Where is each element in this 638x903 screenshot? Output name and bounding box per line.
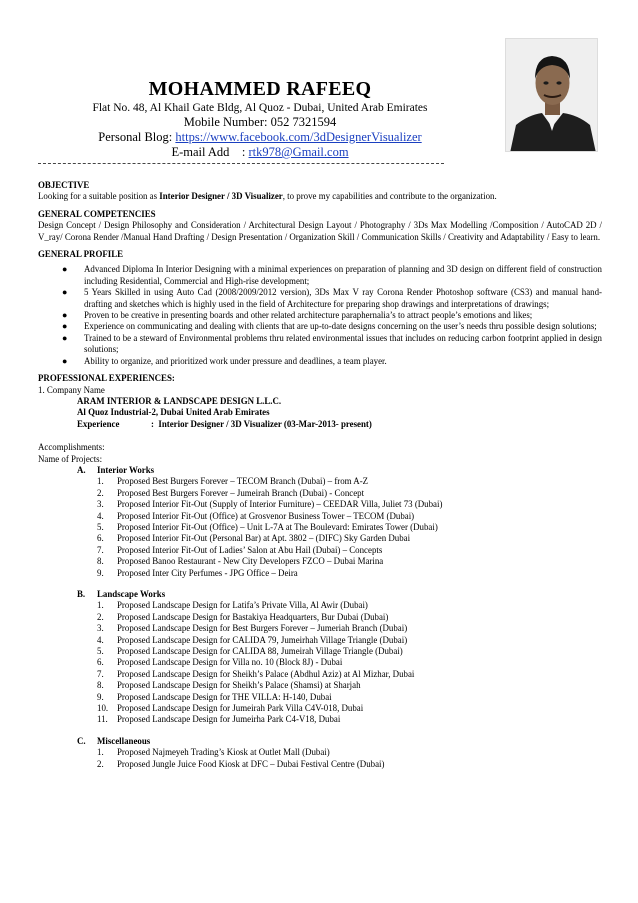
project-category bbox=[38, 465, 602, 579]
profile-item bbox=[38, 310, 602, 321]
project-text: Proposed Landscape Design for Best Burgers Forever – Jumeriah Branch (Dubai) bbox=[117, 623, 408, 634]
objective-role: Interior Designer / 3D Visualizer bbox=[159, 191, 283, 202]
project-item bbox=[38, 623, 602, 634]
project-item bbox=[38, 747, 602, 758]
project-text: Proposed Landscape Design for Villa no. 10 (Block 8J) - Dubai bbox=[117, 657, 343, 668]
category-heading bbox=[38, 465, 602, 476]
company-address: Al Quoz Industrial-2, Dubai United Arab Emirates bbox=[77, 407, 270, 418]
project-text: Proposed Interior Fit-Out (Personal Bar) at Apt. 3802 – (DIFC) Sky Garden Dubai bbox=[117, 533, 411, 544]
category-name: Landscape Works bbox=[97, 589, 166, 599]
bullet-icon: ● bbox=[62, 332, 68, 343]
bullet-icon: ● bbox=[62, 310, 68, 321]
project-number: 1. bbox=[97, 600, 104, 611]
project-number: 7. bbox=[97, 668, 104, 679]
project-item bbox=[38, 703, 602, 714]
profile-item-text: Trained to be a steward of Environmental problems thru related environmental issues that includes on reducing carbon footprint applied in design solutions; bbox=[84, 332, 602, 355]
objective-text bbox=[38, 191, 602, 202]
competencies-title: GENERAL COMPETENCIES bbox=[38, 208, 156, 219]
project-text: Proposed Landscape Design for CALIDA 88, Jumeirah Village Triangle (Dubai) bbox=[117, 646, 403, 657]
project-text: Proposed Inter City Perfumes - JPG Office – Deira bbox=[117, 567, 298, 578]
project-number: 8. bbox=[97, 556, 104, 567]
objective-text-post: , to prove my capabilities and contribute to the organization. bbox=[282, 191, 497, 202]
company-name: ARAM INTERIOR & LANDSCAPE DESIGN L.L.C. bbox=[77, 395, 282, 406]
project-item bbox=[38, 522, 602, 533]
project-item bbox=[38, 499, 602, 510]
projects-label: Name of Projects: bbox=[38, 453, 103, 464]
address-line: Flat No. 48, Al Khail Gate Bldg, Al Quoz - Dubai, United Arab Emirates bbox=[92, 102, 428, 114]
profile-item-text: Proven to be creative in presenting boards and other related architecture paraphernalia’s to attract people’s emotions and likes; bbox=[84, 310, 533, 321]
project-item bbox=[38, 680, 602, 691]
profile-item-text: Ability to organize, and prioritized work under pressure and deadlines, a team player. bbox=[84, 355, 387, 366]
profile-item-text: 5 Years Skilled in using Auto Cad (2008/2009/2012 version), 3Ds Max V ray Corona Render Photoshop software (CS3) and manual hand-drafting and sketches which is highly used in the field of Architecture for preparing shop drawings and interpretations of drawings; bbox=[84, 287, 602, 309]
project-number: 8. bbox=[97, 680, 104, 691]
experience-title: PROFESSIONAL EXPERIENCES: bbox=[38, 373, 175, 384]
project-text: Proposed Landscape Design for Latifa’s Private Villa, Al Awir (Dubai) bbox=[117, 600, 368, 611]
mobile-line: Mobile Number: 052 7321594 bbox=[183, 115, 337, 129]
profile-title: GENERAL PROFILE bbox=[38, 249, 124, 260]
project-item bbox=[38, 692, 602, 703]
profile-item bbox=[38, 356, 602, 367]
project-item bbox=[38, 669, 602, 680]
project-item bbox=[38, 657, 602, 668]
project-number: 7. bbox=[97, 544, 104, 555]
project-number: 6. bbox=[97, 533, 104, 544]
objective-text-pre: Looking for a suitable position as bbox=[38, 191, 160, 202]
blog-line bbox=[60, 130, 460, 145]
project-item bbox=[38, 612, 602, 623]
project-text: Proposed Interior Fit-Out (Office) at Grosvenor Business Tower – TECOM (Dubai) bbox=[117, 510, 415, 521]
project-number: 9. bbox=[97, 567, 104, 578]
profile-section bbox=[38, 249, 602, 367]
project-number: 4. bbox=[97, 634, 104, 645]
project-item bbox=[38, 511, 602, 522]
project-item bbox=[38, 714, 602, 725]
project-text: Proposed Interior Fit-Out (Office) – Unit L-7A at The Boulevard: Emirates Tower (Dubai) bbox=[117, 521, 438, 532]
objective-title: OBJECTIVE bbox=[38, 180, 90, 190]
resume-body bbox=[38, 180, 602, 770]
category-letter: B. bbox=[77, 589, 86, 599]
candidate-name: MOHAMMED RAFEEQ bbox=[148, 78, 372, 100]
project-number: 6. bbox=[97, 657, 104, 668]
bullet-icon: ● bbox=[62, 355, 68, 366]
project-text: Proposed Landscape Design for Jumeirha Park C4-V18, Dubai bbox=[117, 714, 341, 725]
project-categories bbox=[38, 465, 602, 770]
project-text: Proposed Interior Fit-Out of Ladies’ Salon at Abu Hail (Dubai) – Concepts bbox=[117, 544, 383, 555]
project-item bbox=[38, 476, 602, 487]
project-text: Proposed Banoo Restaurant - New City Developers FZCO – Dubai Marina bbox=[117, 556, 384, 567]
email-link[interactable]: rtk978@Gmail.com bbox=[248, 145, 349, 159]
header-divider bbox=[38, 163, 444, 164]
profile-item bbox=[38, 264, 602, 287]
project-item bbox=[38, 533, 602, 544]
objective-section bbox=[38, 180, 602, 203]
project-category bbox=[38, 589, 602, 726]
project-text: Proposed Najmeyeh Trading’s Kiosk at Outlet Mall (Dubai) bbox=[117, 747, 330, 758]
project-text: Proposed Landscape Design for Sheikh’s Palace (Abdhul Aziz) at Al Mizhar, Dubai bbox=[117, 668, 415, 679]
project-number: 11. bbox=[97, 714, 108, 725]
profile-item bbox=[38, 287, 602, 310]
bullet-icon: ● bbox=[62, 287, 68, 298]
resume-header bbox=[60, 78, 460, 160]
project-item bbox=[38, 635, 602, 646]
experience-row bbox=[38, 419, 602, 430]
project-number: 9. bbox=[97, 691, 104, 702]
project-text: Proposed Landscape Design for Jumeirah Park Villa C4V-018, Dubai bbox=[117, 703, 364, 714]
profile-item bbox=[38, 333, 602, 356]
project-number: 2. bbox=[97, 487, 104, 498]
project-item bbox=[38, 759, 602, 770]
project-text: Proposed Landscape Design for THE VILLA: H-140, Dubai bbox=[117, 691, 332, 702]
project-item bbox=[38, 646, 602, 657]
person-portrait-icon bbox=[506, 39, 598, 152]
project-number: 5. bbox=[97, 646, 104, 657]
profile-photo bbox=[505, 38, 598, 152]
category-name: Interior Works bbox=[97, 464, 155, 475]
project-text: Proposed Landscape Design for Bastakiya Headquarters, Bur Dubai (Dubai) bbox=[117, 611, 389, 622]
project-text: Proposed Best Burgers Forever – TECOM Branch (Dubai) – from A-Z bbox=[117, 476, 369, 487]
competencies-section bbox=[38, 209, 602, 243]
profile-list bbox=[38, 264, 602, 367]
company-label: 1. Company Name bbox=[38, 384, 105, 395]
profile-item bbox=[38, 321, 602, 332]
accomplishments-title: Accomplishments: bbox=[38, 442, 105, 453]
profile-item-text: Advanced Diploma In Interior Designing with a minimal experiences on preparation of planning and 3D design on different field of construction including Residential, Commercial and High-rise development; bbox=[84, 264, 602, 286]
blog-label: Personal Blog: bbox=[98, 130, 173, 144]
project-item bbox=[38, 568, 602, 579]
bullet-icon: ● bbox=[62, 321, 68, 332]
project-item bbox=[38, 488, 602, 499]
experience-value: : Interior Designer / 3D Visualizer (03-Mar-2013- present) bbox=[151, 418, 372, 429]
project-item bbox=[38, 600, 602, 611]
project-number: 1. bbox=[97, 747, 104, 758]
project-number: 3. bbox=[97, 623, 104, 634]
experience-section bbox=[38, 373, 602, 430]
email-line bbox=[60, 145, 460, 160]
category-heading bbox=[38, 736, 602, 747]
category-letter: C. bbox=[77, 735, 86, 746]
project-number: 2. bbox=[97, 611, 104, 622]
accomplishments-section bbox=[38, 442, 602, 770]
project-text: Proposed Jungle Juice Food Kiosk at DFC – Dubai Festival Centre (Dubai) bbox=[117, 758, 385, 769]
project-text: Proposed Landscape Design for Sheikh’s Palace (Shamsi) at Sharjah bbox=[117, 680, 361, 691]
bullet-icon: ● bbox=[62, 264, 68, 275]
project-number: 10. bbox=[97, 703, 109, 714]
category-letter: A. bbox=[77, 464, 86, 475]
experience-key: Experience bbox=[77, 418, 120, 429]
project-category bbox=[38, 736, 602, 770]
project-item bbox=[38, 545, 602, 556]
category-name: Miscellaneous bbox=[97, 735, 151, 746]
competencies-text: Design Concept / Design Philosophy and Consideration / Architectural Design Layout / Photography / 3Ds Max Modelling /Composition / AutoCAD 2D / V_ray/ Corona Render /Manual Hand Drafting / Design Presentation / Organization Skill / Communication Skills / Creativity and Adaptability / Easy to learn. bbox=[38, 220, 602, 242]
project-item bbox=[38, 556, 602, 567]
project-text: Proposed Interior Fit-Out (Supply of Interior Furniture) – CEEDAR Villa, Juliet 73 (Dubai) bbox=[117, 499, 443, 510]
project-text: Proposed Landscape Design for CALIDA 79, Jumeirhah Village Triangle (Dubai) bbox=[117, 634, 408, 645]
profile-item-text: Experience on communicating and dealing with clients that are up-to-date designs concerning on the user’s needs thru possible design solutions; bbox=[84, 321, 597, 332]
project-number: 5. bbox=[97, 521, 104, 532]
blog-link[interactable]: https://www.facebook.com/3dDesignerVisualizer bbox=[175, 130, 422, 144]
project-number: 2. bbox=[97, 758, 104, 769]
project-number: 4. bbox=[97, 510, 104, 521]
project-text: Proposed Best Burgers Forever – Jumeirah Branch (Dubai) - Concept bbox=[117, 487, 365, 498]
email-label: E-mail Add : bbox=[171, 145, 246, 159]
category-heading bbox=[38, 589, 602, 600]
project-number: 3. bbox=[97, 499, 104, 510]
project-number: 1. bbox=[97, 476, 104, 487]
